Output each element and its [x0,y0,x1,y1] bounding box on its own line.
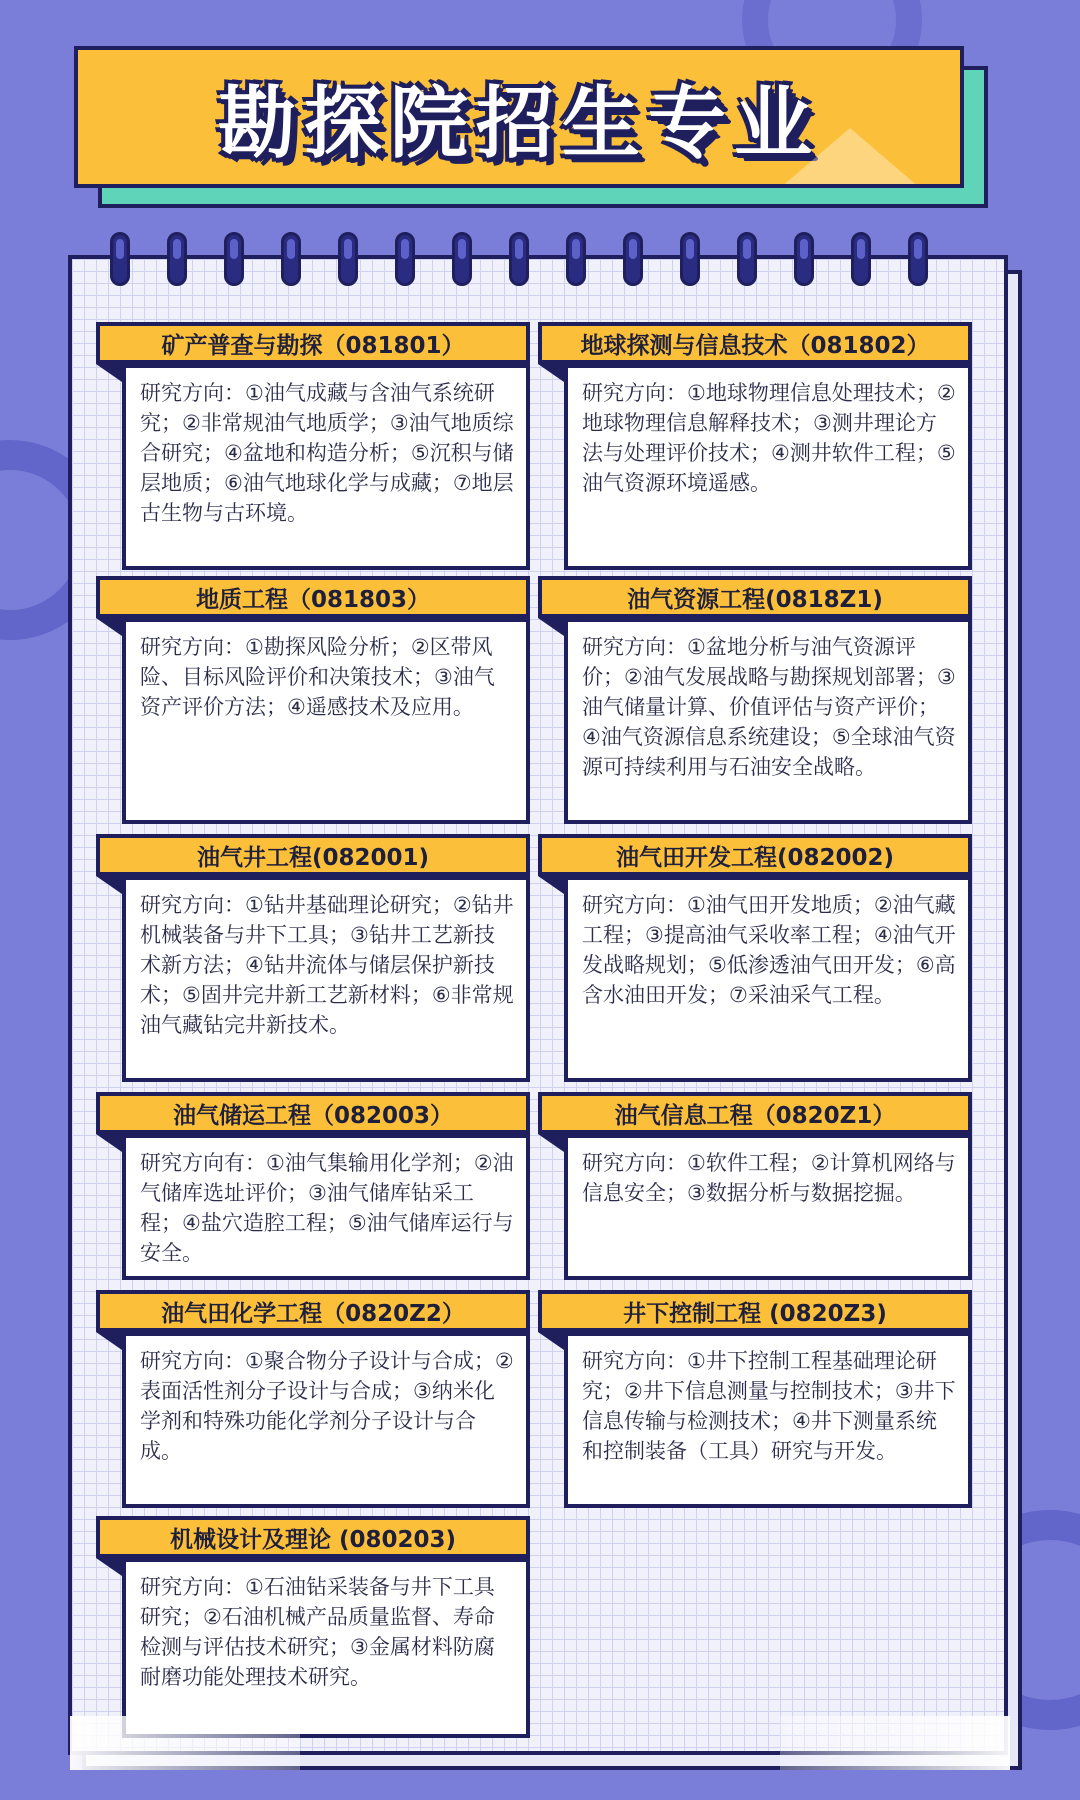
header-fold [96,1134,122,1152]
title-banner [74,46,964,188]
header-fold [96,364,122,382]
binding-ring [509,232,529,286]
major-title: 油气储运工程（082003） [96,1092,530,1134]
decorative-triangle [780,128,920,188]
binding-ring [680,232,700,286]
header-fold [96,876,122,894]
header-fold [538,1332,564,1350]
major-description: 研究方向：①井下控制工程基础理论研究；②井下信息测量与控制技术；③井下信息传输与检测技术；④井下测量系统和控制装备（工具）研究与开发。 [564,1332,972,1508]
page-title: 勘探院招生专业 [217,79,820,169]
major-description: 研究方向：①盆地分析与油气资源评价；②油气发展战略与勘探规划部署；③油气储量计算、价值评估与资产评价；④油气资源信息系统建设；⑤全球油气资源可持续利用与石油安全战略。 [564,618,972,824]
bottom-fade [70,1716,300,1770]
binding-ring [395,232,415,286]
major-description: 研究方向：①地球物理信息处理技术；②地球物理信息解释技术；③测井理论方法与处理评价技术；④测井软件工程；⑤油气资源环境遥感。 [564,364,972,570]
header-fold [96,618,122,636]
binding-ring [794,232,814,286]
header-fold [538,364,564,382]
major-description: 研究方向：①油气田开发地质；②油气藏工程；③提高油气采收率工程；④油气开发战略规划；⑤低渗透油气田开发；⑥高含水油田开发；⑦采油采气工程。 [564,876,972,1082]
binding-ring [851,232,871,286]
major-title: 地球探测与信息技术（081802） [538,322,972,364]
major-title: 矿产普查与勘探（081801） [96,322,530,364]
major-title: 油气井工程(082001) [96,834,530,876]
binding-ring [623,232,643,286]
bottom-fade [780,1716,1010,1770]
header-fold [538,618,564,636]
binding-ring [224,232,244,286]
major-description: 研究方向：①软件工程；②计算机网络与信息安全；③数据分析与数据挖掘。 [564,1134,972,1280]
major-title: 油气信息工程（0820Z1） [538,1092,972,1134]
major-title: 油气资源工程(0818Z1) [538,576,972,618]
binding-ring [908,232,928,286]
header-fold [538,876,564,894]
binding-ring [167,232,187,286]
header-fold [96,1558,122,1576]
binding-ring [281,232,301,286]
major-description: 研究方向：①石油钻采装备与井下工具研究；②石油机械产品质量监督、寿命检测与评估技术研究；③金属材料防腐耐磨功能处理技术研究。 [122,1558,530,1738]
header-fold [538,1134,564,1152]
binding-ring [110,232,130,286]
major-description: 研究方向：①钻井基础理论研究；②钻井机械装备与井下工具；③钻井工艺新技术新方法；④钻井流体与储层保护新技术；⑤固井完井新工艺新材料；⑥非常规油气藏钻完井新技术。 [122,876,530,1082]
major-description: 研究方向有：①油气集输用化学剂；②油气储库选址评价；③油气储库钻采工程；④盐穴造腔工程；⑤油气储库运行与安全。 [122,1134,530,1280]
notebook-binding-rings [110,232,960,292]
major-description: 研究方向：①勘探风险分析；②区带风险、目标风险评价和决策技术；③油气资产评价方法；④遥感技术及应用。 [122,618,530,824]
major-description: 研究方向：①油气成藏与含油气系统研究；②非常规油气地质学；③油气地质综合研究；④盆地和构造分析；⑤沉积与储层地质；⑥油气地球化学与成藏；⑦地层古生物与古环境。 [122,364,530,570]
header-fold [96,1332,122,1350]
major-title: 地质工程（081803） [96,576,530,618]
binding-ring [338,232,358,286]
binding-ring [452,232,472,286]
binding-ring [566,232,586,286]
major-title: 油气田化学工程（0820Z2） [96,1290,530,1332]
major-title: 机械设计及理论 (080203) [96,1516,530,1558]
major-title: 油气田开发工程(082002) [538,834,972,876]
binding-ring [737,232,757,286]
major-title: 井下控制工程 (0820Z3) [538,1290,972,1332]
major-description: 研究方向：①聚合物分子设计与合成；②表面活性剂分子设计与合成；③纳米化学剂和特殊功能化学剂分子设计与合成。 [122,1332,530,1508]
